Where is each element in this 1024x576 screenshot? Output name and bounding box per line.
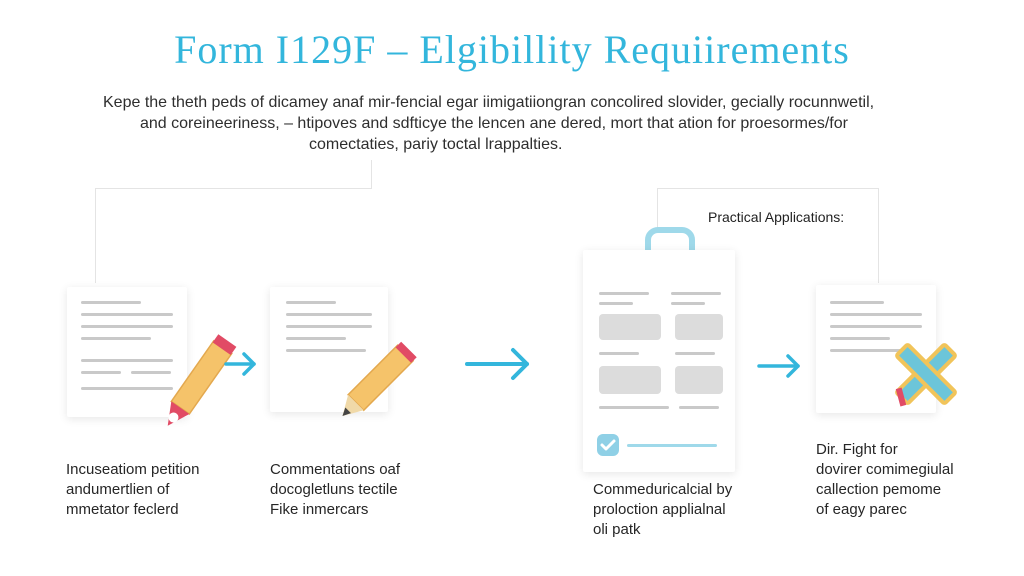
arrow-right-icon: [756, 352, 804, 380]
pencil-icon: [330, 335, 420, 430]
caption-line: Incuseatiom petition: [66, 461, 200, 478]
step-caption: [66, 460, 199, 520]
checkbox-icon: [597, 434, 619, 456]
page-title: Form I129F – Elgibillity Requiirements: [174, 27, 850, 72]
step-caption: [270, 460, 400, 520]
step-caption: [593, 480, 732, 540]
caption-line: of eagy parec: [816, 501, 907, 518]
connector-line: [657, 188, 879, 189]
connector-line: [371, 160, 372, 188]
connector-line: [95, 188, 372, 189]
arrow-right-icon: [463, 344, 533, 384]
connector-line: [95, 188, 96, 283]
caption-line: Commentations oaf: [270, 461, 401, 478]
caption-line: Dir. Fight for: [816, 441, 898, 458]
caption-line: oli patk: [593, 521, 641, 538]
arrow-right-icon: [224, 350, 258, 378]
cross-icon: [890, 338, 962, 410]
caption-line: proloction applialnal: [593, 501, 726, 518]
caption-line: callection pemome: [816, 481, 942, 498]
section-label: Practical Applications:: [708, 209, 845, 225]
clipboard-document: [583, 250, 735, 472]
caption-line: Commeduricalcial by: [593, 481, 733, 498]
caption-line: dovirer comimegiulal: [816, 461, 954, 478]
step-caption: [816, 440, 954, 520]
intro-line-1: Kepe the theth peds of dicamey anaf mir-fencial egar iimigatiiongran concolired slovider, gecially rocunnwetil,: [103, 94, 875, 111]
caption-line: Fike inmercars: [270, 501, 369, 518]
caption-line: mmetator feclerd: [66, 501, 179, 518]
intro-line-2: and coreineeriness, – htipoves and sdfticye the lencen ane dered, mort that ation for proesormes/for: [140, 115, 848, 132]
intro-line-3: comectaties, pariy toctal lrappalties.: [309, 136, 563, 153]
caption-line: andumertlien of: [66, 481, 170, 498]
pencil-icon: [155, 330, 235, 440]
caption-line: docogletluns tectile: [270, 481, 398, 498]
connector-line: [878, 188, 879, 283]
